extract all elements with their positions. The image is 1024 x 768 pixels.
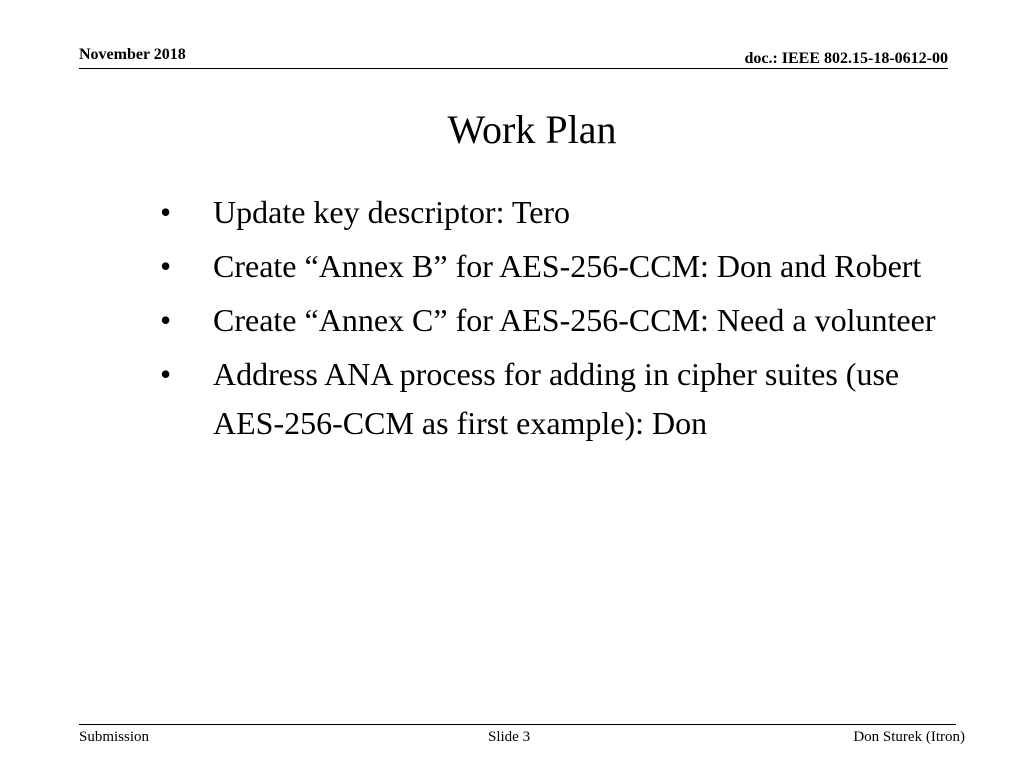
header-doc-id: doc.: IEEE 802.15-18-0612-00 xyxy=(744,50,948,67)
bullet-item xyxy=(160,242,950,291)
footer-divider xyxy=(79,724,956,725)
bullet-dot-icon: • xyxy=(160,302,172,338)
bullet-item xyxy=(160,296,950,345)
footer-submission: Submission xyxy=(79,729,150,745)
bullet-text: Create “Annex C” for AES-256-CCM: Need a volunteer xyxy=(213,302,936,338)
bullet-dot-icon: • xyxy=(160,194,172,230)
slide-title: Work Plan xyxy=(447,107,617,152)
bullet-item xyxy=(160,350,950,448)
bullet-dot-icon: • xyxy=(160,356,172,392)
footer-author: Don Sturek (Itron) xyxy=(853,729,965,745)
bullet-dot-icon: • xyxy=(160,248,172,284)
header-date: November 2018 xyxy=(79,46,186,63)
bullet-text: Create “Annex B” for AES-256-CCM: Don and Robert xyxy=(213,248,922,284)
header-divider xyxy=(79,68,948,69)
footer-slide-number: Slide 3 xyxy=(488,729,531,745)
bullet-text: Update key descriptor: Tero xyxy=(213,194,571,230)
bullet-item xyxy=(160,188,950,237)
bullet-text: Address ANA process for adding in cipher suites (use AES-256-CCM as first example): Don xyxy=(213,356,900,441)
bullet-list xyxy=(160,188,950,453)
